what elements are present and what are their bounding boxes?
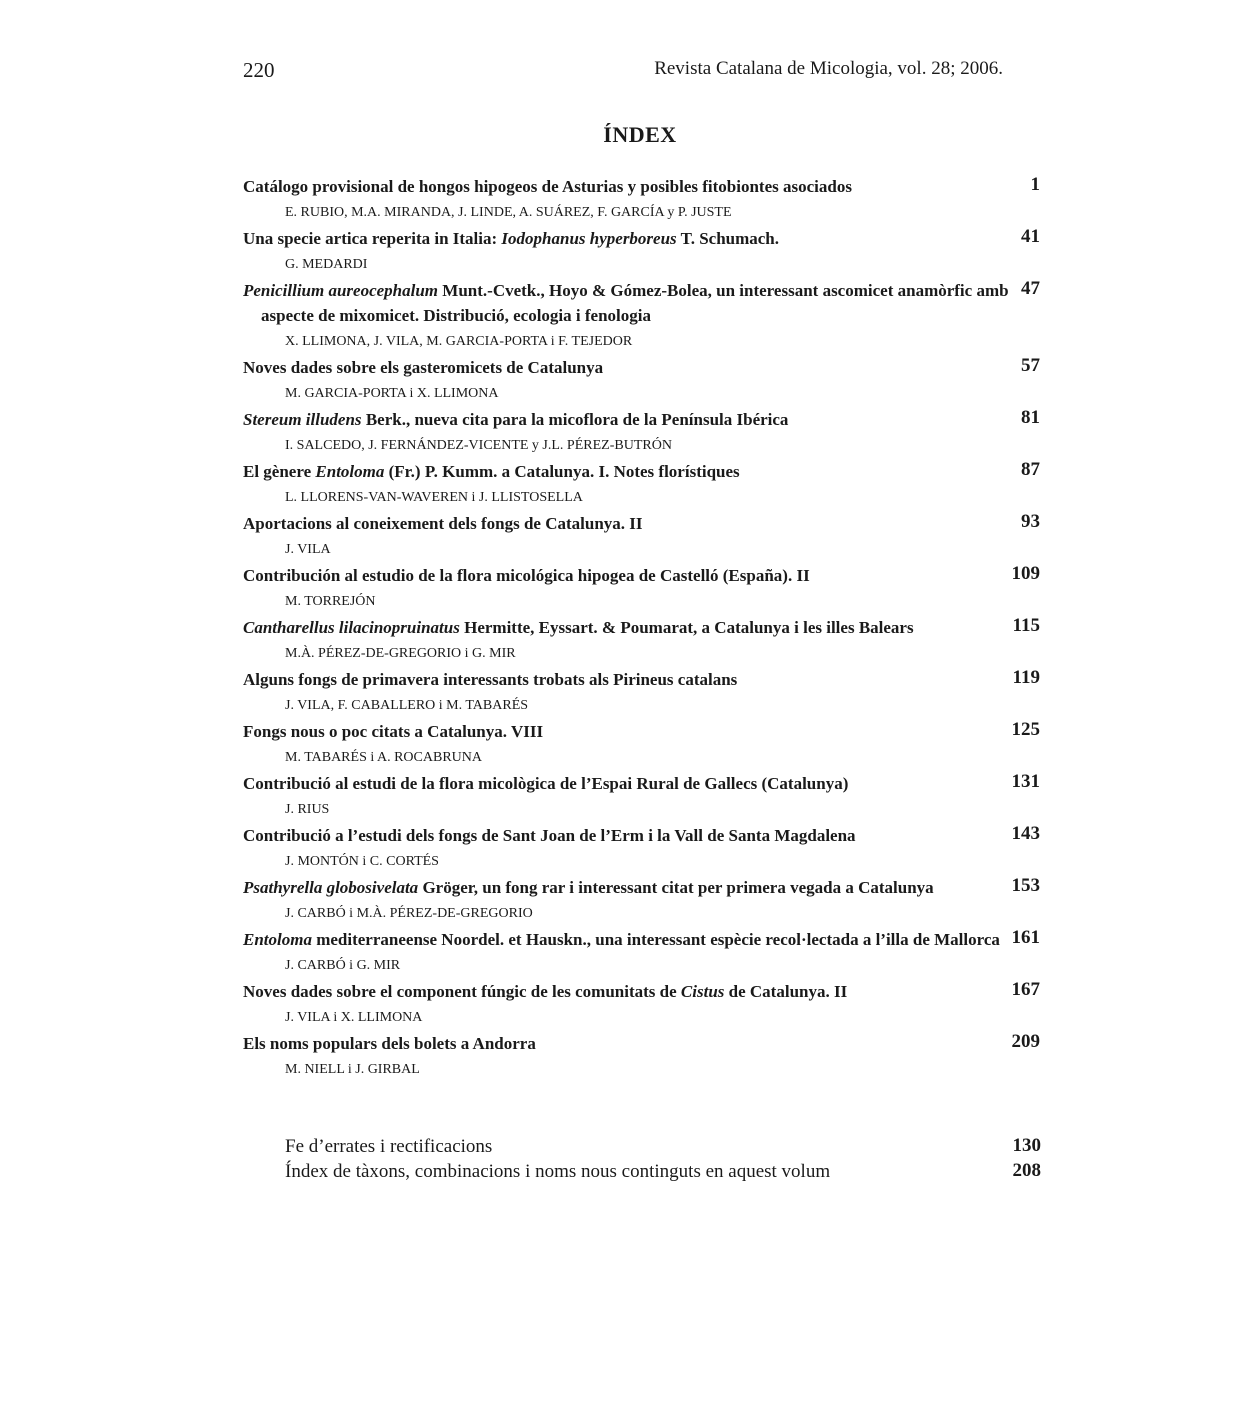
article-authors: J. CARBÓ i M.À. PÉREZ-DE-GREGORIO bbox=[285, 906, 533, 921]
article-title: Contribució al estudi de la flora micològica de l’Espai Rural de Gallecs (Catalunya) bbox=[243, 774, 849, 793]
toc-entry bbox=[243, 979, 1043, 1031]
article-title: Contribución al estudio de la flora micológica hipogea de Castelló (España). II bbox=[243, 566, 810, 585]
page-reference: 208 bbox=[1012, 1160, 1041, 1181]
toc-entry bbox=[243, 278, 1043, 355]
page-header bbox=[243, 58, 1003, 84]
toc-entry bbox=[243, 174, 1043, 226]
page-reference: 167 bbox=[1011, 979, 1040, 1000]
page-reference: 119 bbox=[1012, 667, 1040, 688]
page-reference: 109 bbox=[1011, 563, 1040, 584]
article-authors: J. CARBÓ i G. MIR bbox=[285, 958, 401, 973]
page-reference: 81 bbox=[1021, 407, 1040, 428]
page-reference: 131 bbox=[1011, 771, 1040, 792]
page-reference: 41 bbox=[1021, 226, 1040, 247]
toc-entry bbox=[243, 823, 1043, 875]
page-reference: 47 bbox=[1021, 278, 1040, 299]
article-authors: E. RUBIO, M.A. MIRANDA, J. LINDE, A. SUÁREZ, F. GARCÍA y P. JUSTE bbox=[285, 205, 732, 220]
article-title: Stereum illudens Berk., nueva cita para la micoflora de la Península Ibérica bbox=[243, 410, 789, 429]
article-authors: J. VILA i X. LLIMONA bbox=[285, 1010, 423, 1025]
misc-entry bbox=[285, 1134, 1041, 1159]
page-number: 220 bbox=[243, 58, 275, 82]
article-authors: I. SALCEDO, J. FERNÁNDEZ-VICENTE y J.L. PÉREZ-BUTRÓN bbox=[285, 438, 672, 453]
article-authors: X. LLIMONA, J. VILA, M. GARCIA-PORTA i F. TEJEDOR bbox=[285, 334, 633, 349]
article-authors: J. VILA bbox=[285, 542, 331, 557]
table-of-contents bbox=[243, 174, 1043, 1083]
article-title: Aportacions al coneixement dels fongs de Catalunya. II bbox=[243, 514, 643, 533]
article-authors: G. MEDARDI bbox=[285, 257, 368, 272]
article-title: Alguns fongs de primavera interessants trobats als Pirineus catalans bbox=[243, 670, 738, 689]
toc-entry bbox=[243, 719, 1043, 771]
misc-index-entries bbox=[285, 1134, 1041, 1184]
toc-entry bbox=[243, 459, 1043, 511]
toc-entry bbox=[243, 927, 1043, 979]
page-reference: 143 bbox=[1011, 823, 1040, 844]
toc-entry bbox=[243, 355, 1043, 407]
toc-entry bbox=[243, 226, 1043, 278]
toc-entry bbox=[243, 407, 1043, 459]
page-reference: 115 bbox=[1012, 615, 1040, 636]
article-title: Penicillium aureocephalum Munt.-Cvetk., Hoyo & Gómez-Bolea, un interessant ascomicet anamòrfic amb aspecte de mixomicet. Distribució, ecologia i fenologia bbox=[243, 281, 1009, 325]
page-reference: 130 bbox=[1012, 1135, 1041, 1156]
article-title: Noves dades sobre el component fúngic de les comunitats de Cistus de Catalunya. II bbox=[243, 982, 848, 1001]
article-authors: L. LLORENS-VAN-WAVEREN i J. LLISTOSELLA bbox=[285, 490, 583, 505]
article-title: Psathyrella globosivelata Gröger, un fong rar i interessant citat per primera vegada a Catalunya bbox=[243, 878, 934, 897]
article-title: Fongs nous o poc citats a Catalunya. VIII bbox=[243, 722, 544, 741]
page-reference: 125 bbox=[1011, 719, 1040, 740]
toc-entry bbox=[243, 667, 1043, 719]
page-reference: 153 bbox=[1011, 875, 1040, 896]
toc-entry bbox=[243, 615, 1043, 667]
article-authors: M. GARCIA-PORTA i X. LLIMONA bbox=[285, 386, 499, 401]
page-reference: 57 bbox=[1021, 355, 1040, 376]
article-title: Contribució a l’estudi dels fongs de Sant Joan de l’Erm i la Vall de Santa Magdalena bbox=[243, 826, 856, 845]
toc-entry bbox=[243, 771, 1043, 823]
article-authors: M.À. PÉREZ-DE-GREGORIO i G. MIR bbox=[285, 646, 516, 661]
misc-entry bbox=[285, 1159, 1041, 1184]
running-head: Revista Catalana de Micologia, vol. 28; 2006. bbox=[654, 58, 1003, 79]
toc-entry bbox=[243, 563, 1043, 615]
article-authors: M. NIELL i J. GIRBAL bbox=[285, 1062, 420, 1077]
article-title: El gènere Entoloma (Fr.) P. Kumm. a Catalunya. I. Notes florístiques bbox=[243, 462, 740, 481]
page-reference: 87 bbox=[1021, 459, 1040, 480]
article-title: Entoloma mediterraneense Noordel. et Hauskn., una interessant espècie recol·lectada a l’illa de Mallorca bbox=[243, 930, 1000, 949]
article-title: Noves dades sobre els gasteromicets de Catalunya bbox=[243, 358, 604, 377]
page-reference: 209 bbox=[1011, 1031, 1040, 1052]
toc-entry bbox=[243, 875, 1043, 927]
article-authors: J. MONTÓN i C. CORTÉS bbox=[285, 854, 439, 869]
toc-entry bbox=[243, 1031, 1043, 1083]
article-authors: J. RIUS bbox=[285, 802, 330, 817]
toc-entry bbox=[243, 511, 1043, 563]
page-title: ÍNDEX bbox=[603, 122, 677, 147]
page-reference: 93 bbox=[1021, 511, 1040, 532]
article-authors: M. TORREJÓN bbox=[285, 594, 376, 609]
misc-entry-label: Fe d’errates i rectificacions bbox=[285, 1136, 493, 1157]
misc-entry-label: Índex de tàxons, combinacions i noms nous continguts en aquest volum bbox=[285, 1161, 831, 1182]
article-title: Catálogo provisional de hongos hipogeos de Asturias y posibles fitobiontes asociados bbox=[243, 177, 852, 196]
page-reference: 161 bbox=[1011, 927, 1040, 948]
article-title: Una specie artica reperita in Italia: Iodophanus hyperboreus T. Schumach. bbox=[243, 229, 780, 248]
page-reference: 1 bbox=[1030, 174, 1040, 195]
article-title: Cantharellus lilacinopruinatus Hermitte, Eyssart. & Poumarat, a Catalunya i les illes Balears bbox=[243, 618, 914, 637]
article-authors: J. VILA, F. CABALLERO i M. TABARÉS bbox=[285, 698, 529, 713]
article-title: Els noms populars dels bolets a Andorra bbox=[243, 1034, 536, 1053]
article-authors: M. TABARÉS i A. ROCABRUNA bbox=[285, 750, 482, 765]
